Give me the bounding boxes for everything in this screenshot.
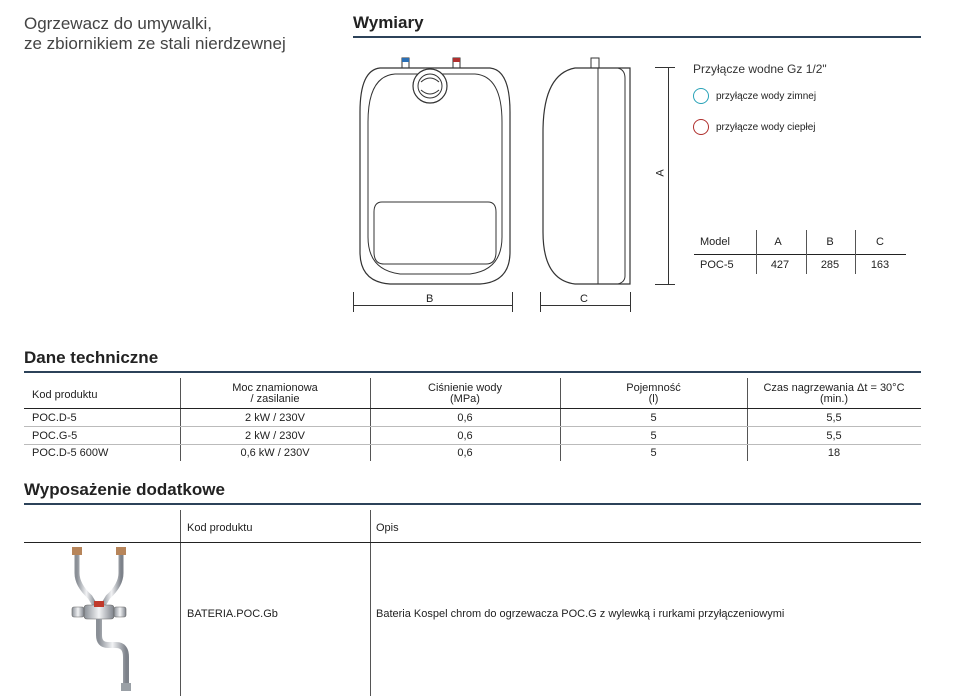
dim-a-bottom-tick <box>655 284 675 285</box>
dim-a-line <box>668 67 669 285</box>
dim-b-line <box>353 305 513 306</box>
tech-row-2-capacity: 5 <box>650 430 657 442</box>
heater-front-view-drawing <box>340 52 530 317</box>
c-col-header: C <box>876 236 884 248</box>
model-table-sep-1 <box>756 230 757 274</box>
dim-c-line <box>540 305 631 306</box>
acc-header-code: Kod produktu <box>187 522 253 534</box>
tech-row-3-code: POC.D-5 600W <box>32 447 109 459</box>
tech-row-3-pressure: 0,6 <box>457 447 473 459</box>
acc-sep-2 <box>370 510 371 696</box>
acc-row-desc: Bateria Kospel chrom do ogrzewacza POC.G z wylewką i rurkami przyłączeniowymi <box>376 608 785 620</box>
tech-row-2-power: 2 kW / 230V <box>245 430 305 442</box>
tech-header-pressure-line1: Ciśnienie wody <box>428 382 502 394</box>
tech-header-capacity-line1: Pojemność <box>626 382 681 394</box>
model-value: POC-5 <box>700 259 734 271</box>
dim-a-top-tick <box>655 67 675 68</box>
tech-header-heating-line1: Czas nagrzewania Δt = 30°C <box>763 382 905 394</box>
faucet-battery-icon <box>50 545 150 695</box>
product-title-line-2: ze zbiornikiem ze stali nierdzewnej <box>24 34 286 53</box>
dim-a-label: A <box>654 169 667 177</box>
tech-header-rule <box>24 408 921 409</box>
model-table-rule <box>694 254 906 255</box>
tech-header-capacity-line2: (l) <box>648 393 659 405</box>
cold-water-label: przyłącze wody zimnej <box>716 90 817 102</box>
dim-b-label: B <box>426 293 434 305</box>
dimensions-heading: Wymiary <box>353 13 424 32</box>
tech-row-2-heating: 5,5 <box>826 430 842 442</box>
tech-header-pressure-line2: (MPa) <box>450 393 480 405</box>
dimensions-heading-rule <box>353 36 921 38</box>
acc-header-rule <box>24 542 921 543</box>
tech-header-code: Kod produktu <box>32 389 98 401</box>
dim-c-label: C <box>580 293 588 305</box>
tech-row-2-pressure: 0,6 <box>457 430 473 442</box>
acc-row-code: BATERIA.POC.Gb <box>187 608 278 620</box>
tech-header-power-line1: Moc znamionowa <box>232 382 318 394</box>
water-connection-title: Przyłącze wodne Gz 1/2" <box>693 62 827 76</box>
tech-heading-rule <box>24 371 921 373</box>
tech-row-1-pressure: 0,6 <box>457 412 473 424</box>
tech-row-3-capacity: 5 <box>650 447 657 459</box>
dim-c-left-tick <box>540 292 541 312</box>
tech-header-heating-line2: (min.) <box>819 393 849 405</box>
acc-header-desc: Opis <box>376 522 399 534</box>
dim-b-left-tick <box>353 292 354 312</box>
tech-row-2-rule <box>24 444 921 445</box>
model-table-sep-2 <box>806 230 807 274</box>
cold-water-ring-icon <box>693 88 709 104</box>
dim-b-right-tick <box>512 292 513 312</box>
tech-row-1-rule <box>24 426 921 427</box>
a-col-header: A <box>774 236 782 248</box>
cold-water-legend <box>693 88 816 104</box>
tech-header-capacity <box>560 383 747 405</box>
tech-row-1-heating: 5,5 <box>826 412 842 424</box>
hot-water-legend <box>693 119 816 135</box>
model-table-sep-3 <box>855 230 856 274</box>
tech-heading: Dane techniczne <box>24 348 159 367</box>
tech-header-power-line2: / zasilanie <box>250 393 300 405</box>
a-value: 427 <box>770 259 790 271</box>
heater-side-view-drawing <box>535 52 640 317</box>
tech-row-3-heating: 18 <box>827 447 841 459</box>
tech-header-heating <box>747 383 921 405</box>
hot-water-ring-icon <box>693 119 709 135</box>
tech-row-2-code: POC.G-5 <box>32 430 78 442</box>
tech-row-1-code: POC.D-5 <box>32 412 77 424</box>
hot-water-label: przyłącze wody ciepłej <box>716 121 816 133</box>
tech-header-power <box>180 383 370 405</box>
tech-row-1-capacity: 5 <box>650 412 657 424</box>
b-col-header: B <box>826 236 834 248</box>
tech-row-3-power: 0,6 kW / 230V <box>240 447 310 459</box>
tech-header-pressure <box>370 383 560 405</box>
b-value: 285 <box>820 259 840 271</box>
accessories-heading-rule <box>24 503 921 505</box>
acc-sep-1 <box>180 510 181 696</box>
product-title-line-1: Ogrzewacz do umywalki, <box>24 14 213 33</box>
model-col-header: Model <box>700 236 730 248</box>
accessories-heading: Wyposażenie dodatkowe <box>24 480 225 499</box>
tech-row-1-power: 2 kW / 230V <box>245 412 305 424</box>
c-value: 163 <box>870 259 890 271</box>
dim-c-right-tick <box>630 292 631 312</box>
